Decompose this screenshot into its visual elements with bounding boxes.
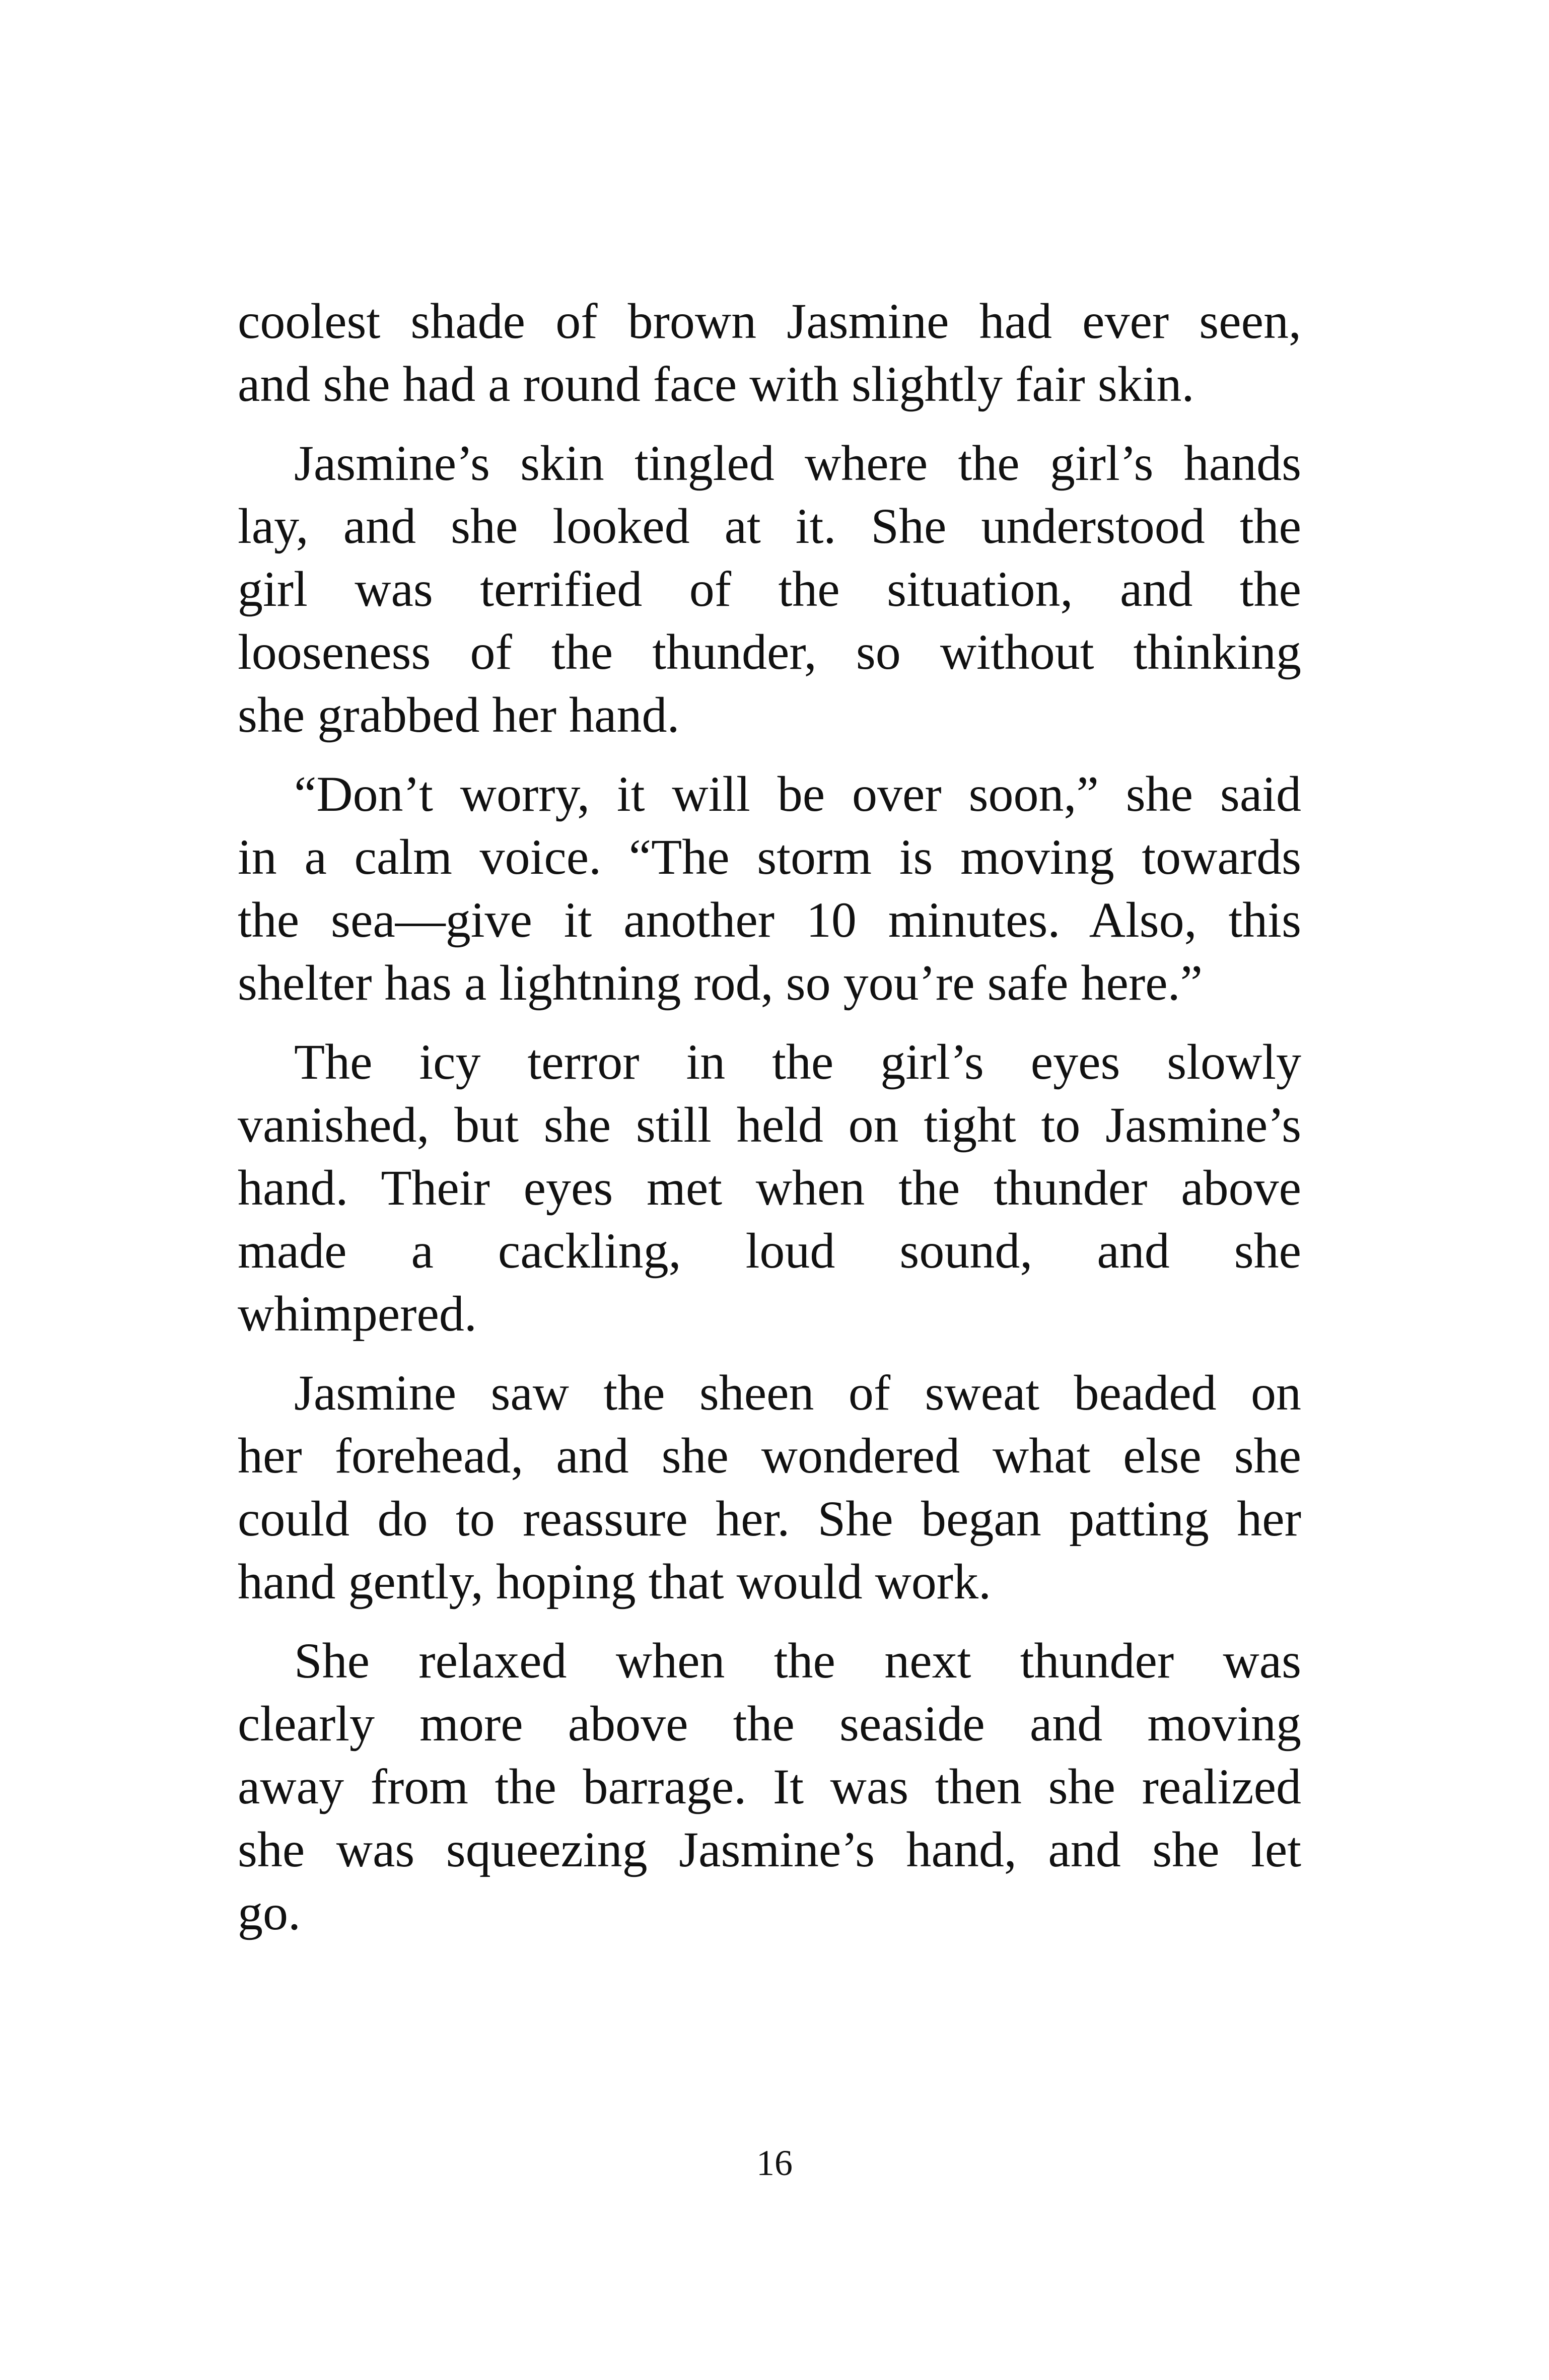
text-line: go. [238, 1884, 301, 1940]
text-line: she was squeezing Jasmine’s hand, and she let [238, 1822, 1301, 1877]
text-line: She relaxed when the next thunder was [294, 1633, 1301, 1689]
text-line: shelter has a lightning rod, so you’re safe here.” [238, 955, 1203, 1011]
page-number: 16 [756, 2143, 793, 2183]
text-line: her forehead, and she wondered what else she [238, 1428, 1301, 1484]
text-line: away from the barrage. It was then she realized [238, 1759, 1301, 1814]
text-line: the sea—give it another 10 minutes. Also, this [238, 892, 1301, 948]
text-line: “Don’t worry, it will be over soon,” she said [294, 766, 1301, 822]
text-line: Jasmine’s skin tingled where the girl’s hands [294, 435, 1301, 491]
body-text [238, 290, 1301, 1944]
text-line: hand gently, hoping that would work. [238, 1554, 992, 1609]
paragraph [238, 432, 1301, 746]
text-line: made a cackling, loud sound, and she [238, 1223, 1301, 1279]
text-line: Jasmine saw the sheen of sweat beaded on [294, 1365, 1301, 1421]
text-line: vanished, but she still held on tight to Jasmine’s [238, 1097, 1301, 1153]
text-line: whimpered. [238, 1286, 477, 1342]
text-line: could do to reassure her. She began patting her [238, 1491, 1301, 1547]
paragraph [238, 1030, 1301, 1345]
text-line: The icy terror in the girl’s eyes slowly [294, 1034, 1301, 1090]
paragraph [238, 1629, 1301, 1944]
text-line: lay, and she looked at it. She understood the [238, 498, 1301, 554]
text-line: looseness of the thunder, so without thinking [238, 624, 1301, 680]
paragraph [238, 762, 1301, 1014]
text-line: clearly more above the seaside and moving [238, 1696, 1301, 1752]
text-line: she grabbed her hand. [238, 687, 680, 743]
paragraph [238, 290, 1301, 415]
text-line: and she had a round face with slightly fair skin. [238, 356, 1194, 412]
text-line: girl was terrified of the situation, and the [238, 561, 1301, 617]
text-line: hand. Their eyes met when the thunder above [238, 1160, 1301, 1216]
paragraph [238, 1361, 1301, 1613]
text-line: coolest shade of brown Jasmine had ever seen, [238, 293, 1301, 349]
text-line: in a calm voice. “The storm is moving towards [238, 829, 1301, 885]
